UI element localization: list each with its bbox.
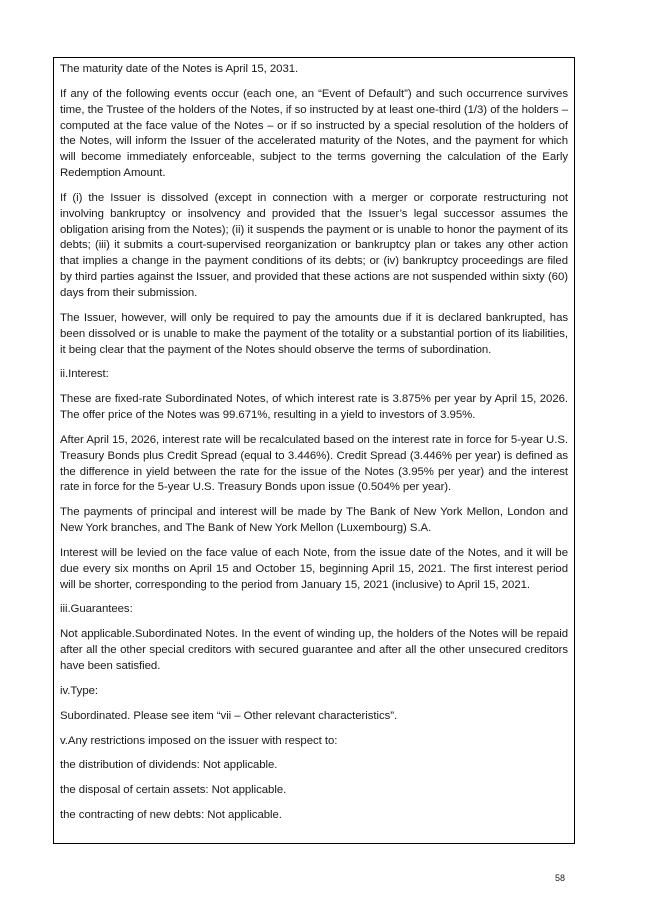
debts-restriction: the contracting of new debts: Not applicable. xyxy=(60,809,282,822)
maturity-date-paragraph: The maturity date of the Notes is April 15, 2031. xyxy=(60,63,299,75)
assets-restriction: the disposal of certain assets: Not applicable. xyxy=(60,784,287,797)
interest-schedule-paragraph: Interest will be levied on the face value of each Note, from the issue date of the Notes, and it will be due every six months on April 15 and October 15, beginning April 15, 2021. The first interest period will be shorter, corresponding to the period from January 15, 2021 (inclusive) to April 15, 2021. xyxy=(60,546,568,591)
type-paragraph: Subordinated. Please see item “vii – Other relevant characteristics”. xyxy=(60,709,398,722)
rate-recalculation-paragraph: After April 15, 2026, interest rate will be recalculated based on the interest rate in force for 5-year U.S. Treasury Bonds plus Credit Spread (equal to 3.446%). Credit Spread (3.446% per year) is defined as the difference in yield between the rate for the issue of the Notes (3.95% per year) and the interest rate in force for the 5-year U.S. Treasury Bonds upon issue (0.504% per year). xyxy=(60,433,568,494)
content-box xyxy=(53,57,575,844)
interest-heading: ii.Interest: xyxy=(60,368,109,381)
guarantees-heading: iii.Guarantees: xyxy=(60,603,133,616)
guarantees-paragraph: Not applicable.Subordinated Notes. In the event of winding up, the holders of the Notes will be repaid after all the other special creditors with secured guarantee and after all the other unsecured creditors have been satisfied. xyxy=(60,628,568,672)
event-of-default-paragraph: If any of the following events occur (each one, an “Event of Default”) and such occurrence survives time, the Trustee of the holders of the Notes, if so instructed by at least one-third (1/3) of the holders – computed at the face value of the Notes – or if so instructed by a special resolution of the holders of the Notes, will inform the Issuer of the accelerated maturity of the Notes, and the payment for which will become immediately enforceable, subject to the terms governing the calculation of the Early Redemption Amount. xyxy=(60,87,568,180)
issuer-dissolution-paragraph: If (i) the Issuer is dissolved (except in connection with a merger or corporate restructuring not involving bankruptcy or insolvency and provided that the Issuer’s legal successor assumes the obligation arising from the Notes); (ii) it suspends the payment or is unable to honor the payment of its debts; (iii) it submits a court-supervised reorganization or bankruptcy plan or takes any other action that implies a change in the payment conditions of its debts; or (iv) bankruptcy proceedings are filed by third parties against the Issuer, and provided that these actions are not suspended within sixty (60) days from their submission. xyxy=(60,191,568,299)
dividends-restriction: the distribution of dividends: Not applicable. xyxy=(60,759,278,772)
payment-agents-paragraph: The payments of principal and interest will be made by The Bank of New York Mellon, London and New York branches, and The Bank of New York Mellon (Luxembourg) S.A. xyxy=(60,506,568,535)
issuer-payment-obligation-paragraph: The Issuer, however, will only be required to pay the amounts due if it is declared bankrupted, has been dissolved or is unable to make the payment of the totality or a substantial portion of its liabilities, it being clear that the payment of the Notes should observe the terms of subordination. xyxy=(60,311,568,356)
fixed-rate-paragraph: These are fixed-rate Subordinated Notes, of which interest rate is 3.875% per year by April 15, 2026. The offer price of the Notes was 99.671%, resulting in a yield to investors of 3.95%. xyxy=(60,393,568,422)
page-number: 58 xyxy=(555,873,566,883)
restrictions-heading: v.Any restrictions imposed on the issuer with respect to: xyxy=(60,734,338,747)
type-heading: iv.Type: xyxy=(60,684,99,697)
